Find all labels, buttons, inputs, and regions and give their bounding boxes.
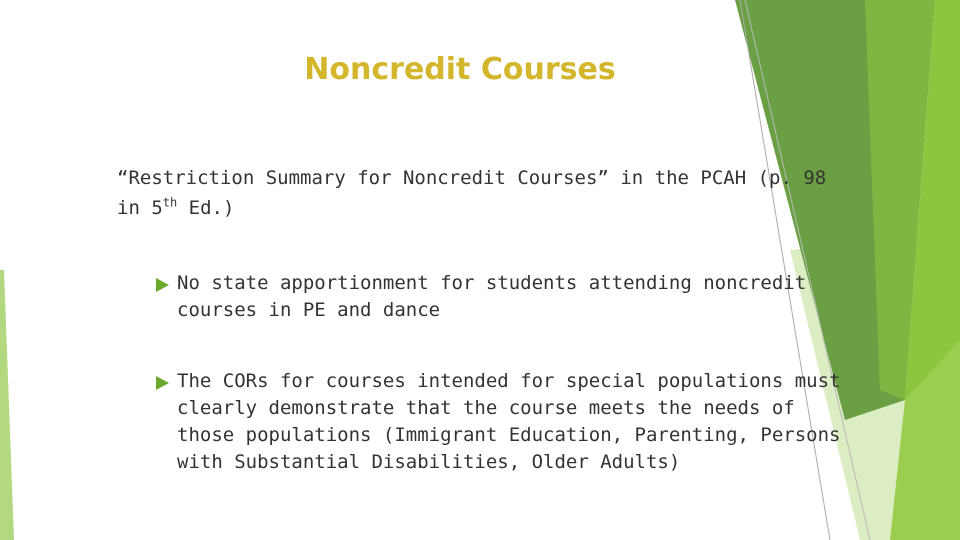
bullet-list	[156, 270, 846, 520]
intro-main: “Restriction Summary for Noncredit Courses” in the PCAH (p. 98 in 5	[117, 167, 827, 219]
slide-title: Noncredit Courses	[304, 52, 616, 87]
intro-superscript: th	[162, 195, 178, 210]
bullet-text: The CORs for courses intended for special populations must clearly demonstrate that the course meets the needs of those populations (Immigrant Education, Parenting, Persons with Substantial Disabilities, Older Adults)	[177, 370, 841, 473]
bullet-arrow-icon	[156, 278, 169, 292]
bullet-item	[156, 368, 846, 476]
bullet-arrow-icon	[156, 376, 169, 390]
intro-text	[117, 163, 827, 223]
decor-left-sliver	[0, 270, 14, 540]
bullet-item	[156, 270, 846, 324]
bullet-text: No state apportionment for students attending noncredit courses in PE and dance	[177, 272, 807, 321]
intro-tail: Ed.)	[177, 197, 235, 219]
